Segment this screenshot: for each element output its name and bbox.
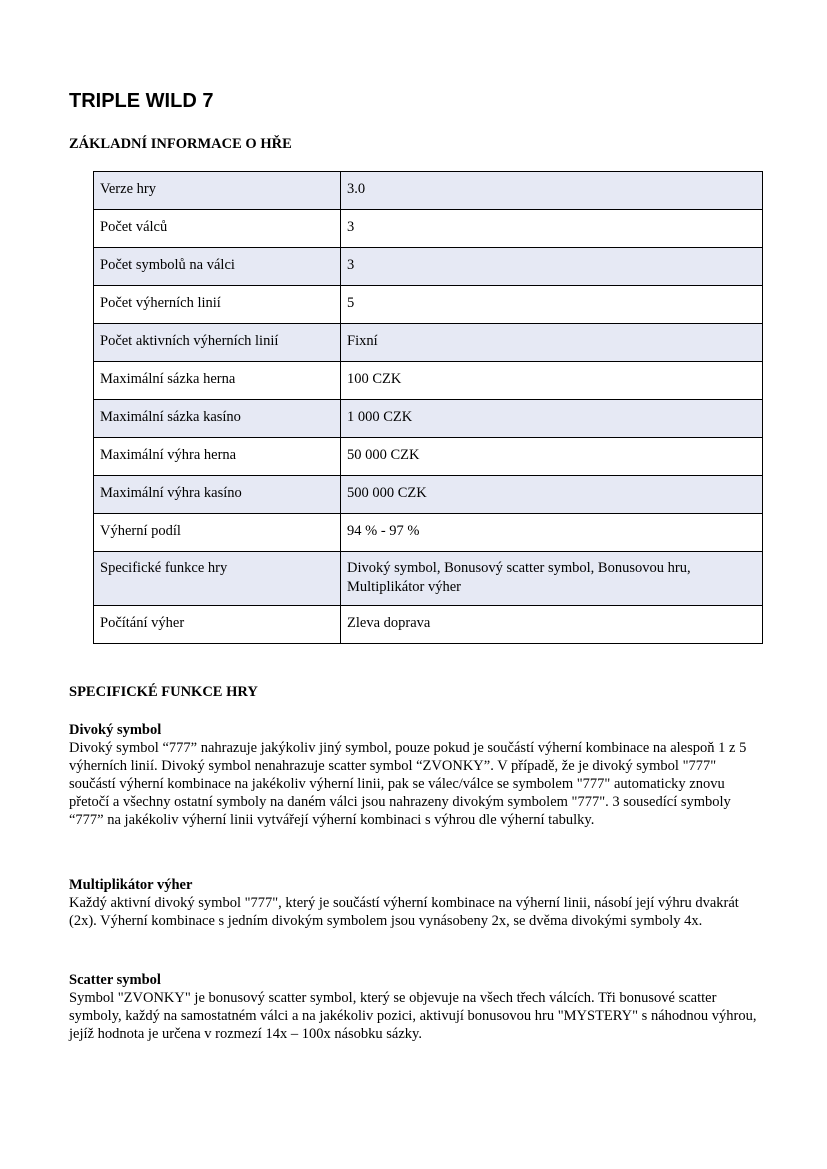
- row-value: 1 000 CZK: [341, 400, 763, 438]
- row-label: Specifické funkce hry: [94, 552, 341, 606]
- table-row: [94, 362, 763, 400]
- table-row: [94, 476, 763, 514]
- table-row: [94, 400, 763, 438]
- row-value: 3: [341, 248, 763, 286]
- row-label: Počet válců: [94, 210, 341, 248]
- table-row: [94, 210, 763, 248]
- table-row: [94, 438, 763, 476]
- row-value: Fixní: [341, 324, 763, 362]
- table-row: [94, 606, 763, 644]
- scatter-symbol-text: Symbol "ZVONKY" je bonusový scatter symbol, který se objevuje na všech třech válcích. Tři bonusové scatter symboly, každý na samostatném válci a na jakékoliv pozici, aktivují bonusovou hru "MYSTERY" s náhodnou výhrou, jejíž hodnota je určena v rozmezí 14x – 100x násobku sázky.: [69, 990, 757, 1042]
- multiplier-section: [69, 876, 759, 930]
- table-row: [94, 514, 763, 552]
- row-value: Divoký symbol, Bonusový scatter symbol, Bonusovou hru, Multiplikátor výher: [341, 552, 763, 606]
- row-value: 3: [341, 210, 763, 248]
- game-info-table: [93, 171, 763, 644]
- table-row: [94, 552, 763, 606]
- row-label: Maximální výhra kasíno: [94, 476, 341, 514]
- wild-symbol-text: Divoký symbol “777” nahrazuje jakýkoliv jiný symbol, pouze pokud je součástí výherní kombinace na alespoň 1 z 5 výherních linií. Divoký symbol nenahrazuje scatter symbol “ZVONKY”. V případě, že je divoký symbol "777" součástí výherní kombinace na jakékoliv výherní linii, pak se válec/válce se symbolem "777" automaticky znovu přetočí a všechny ostatní symboly na daném válci jsou nahrazeny divokým symbolem "777". 3 sousedící symboly “777” na jakékoliv výherní linii vytvářejí výherní kombinaci s výhrou dle výherní tabulky.: [69, 740, 747, 828]
- basic-info-heading: ZÁKLADNÍ INFORMACE O HŘE: [69, 136, 292, 152]
- row-label: Počítání výher: [94, 606, 341, 644]
- row-value: 50 000 CZK: [341, 438, 763, 476]
- scatter-symbol-title: Scatter symbol: [69, 972, 161, 988]
- row-label: Výherní podíl: [94, 514, 341, 552]
- row-label: Maximální sázka kasíno: [94, 400, 341, 438]
- specific-functions-heading: SPECIFICKÉ FUNKCE HRY: [69, 684, 258, 700]
- row-label: Počet symbolů na válci: [94, 248, 341, 286]
- row-label: Počet výherních linií: [94, 286, 341, 324]
- row-value: Zleva doprava: [341, 606, 763, 644]
- row-value: 94 % - 97 %: [341, 514, 763, 552]
- table-row: [94, 248, 763, 286]
- row-label: Verze hry: [94, 172, 341, 210]
- wild-symbol-section: [69, 721, 759, 829]
- table-row: [94, 324, 763, 362]
- row-label: Maximální sázka herna: [94, 362, 341, 400]
- wild-symbol-title: Divoký symbol: [69, 722, 162, 738]
- multiplier-title: Multiplikátor výher: [69, 877, 193, 893]
- table-row: [94, 286, 763, 324]
- row-label: Počet aktivních výherních linií: [94, 324, 341, 362]
- multiplier-text: Každý aktivní divoký symbol "777", který je součástí výherní kombinace na výherní linii, násobí její výhru dvakrát (2x). Výherní kombinace s jedním divokým symbolem jsou vynásobeny 2x, se dvěma divokými symboly 4x.: [69, 895, 739, 929]
- row-value: 500 000 CZK: [341, 476, 763, 514]
- row-value: 100 CZK: [341, 362, 763, 400]
- row-value: 3.0: [341, 172, 763, 210]
- row-value: 5: [341, 286, 763, 324]
- table-row: [94, 172, 763, 210]
- scatter-symbol-section: [69, 971, 759, 1043]
- document-title: TRIPLE WILD 7: [69, 90, 214, 112]
- row-label: Maximální výhra herna: [94, 438, 341, 476]
